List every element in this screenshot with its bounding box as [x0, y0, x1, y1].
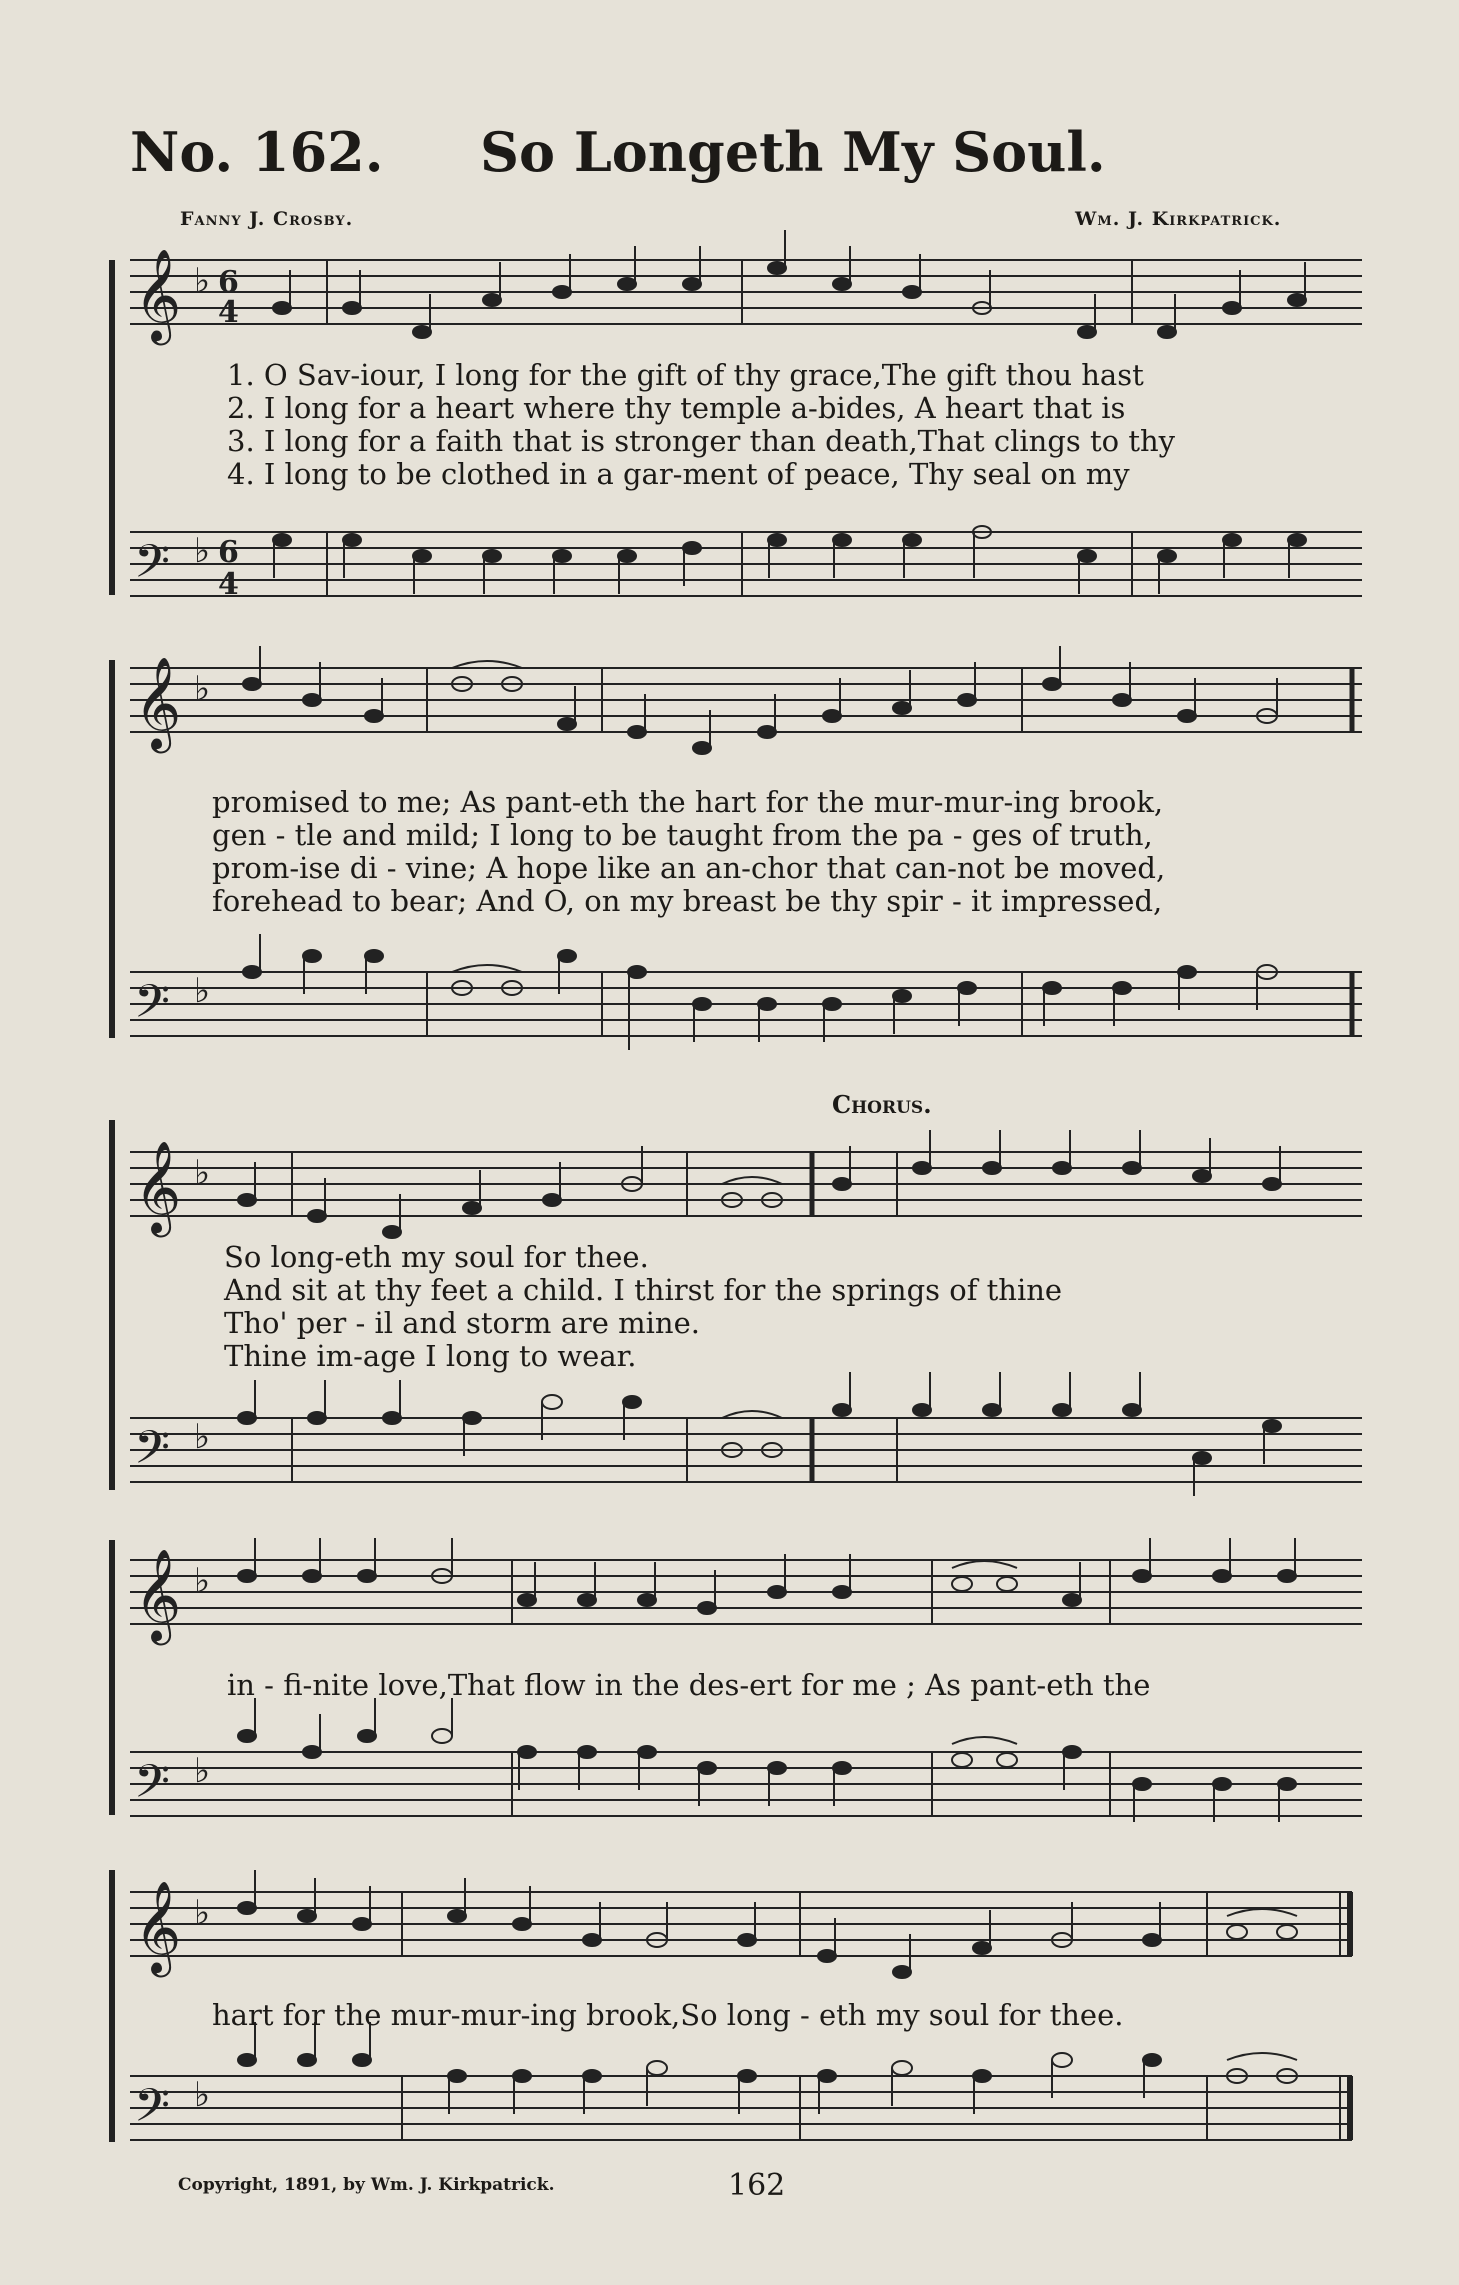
system-5 — [112, 1870, 1362, 2160]
chorus-lyric-line: hart for the mur-mur-ing brook,So long - eth my soul for thee. — [212, 1998, 1124, 2032]
composer-credit: Wm. J. Kirkpatrick. — [1075, 208, 1282, 230]
svg-text:𝄢: 𝄢 — [134, 535, 171, 600]
svg-text:𝄞: 𝄞 — [134, 1880, 182, 1973]
svg-text:6: 6 — [218, 265, 239, 300]
page-number: 162 — [728, 2168, 786, 2203]
svg-text:♭: ♭ — [194, 2075, 211, 2115]
chorus-label: Chorus. — [832, 1090, 932, 1119]
svg-text:𝄞: 𝄞 — [134, 656, 182, 749]
system-3 — [112, 1120, 1362, 1510]
svg-text:𝄢: 𝄢 — [134, 1421, 171, 1486]
svg-text:♭: ♭ — [194, 1153, 211, 1193]
verse-3-line: Tho' per - il and storm are mine. — [224, 1306, 700, 1340]
verse-2-line: And sit at thy feet a child. I thirst for the springs of thine — [224, 1273, 1063, 1307]
verse-1-line: 1. O Sav-iour, I long for the gift of thy grace,The gift thou hast — [227, 358, 1144, 392]
verse-3-line: 3. I long for a faith that is stronger than death,That clings to thy — [227, 424, 1176, 458]
svg-text:♭: ♭ — [194, 1893, 211, 1933]
svg-text:𝄢: 𝄢 — [134, 2079, 171, 2144]
svg-text:𝄞: 𝄞 — [134, 1548, 182, 1641]
svg-text:4: 4 — [218, 567, 239, 602]
copyright-notice: Copyright, 1891, by Wm. J. Kirkpatrick. — [178, 2175, 555, 2195]
svg-text:♭: ♭ — [194, 971, 211, 1011]
system-1 — [112, 240, 1362, 640]
hymn-title: So Longeth My Soul. — [480, 120, 1106, 184]
svg-text:6: 6 — [218, 535, 239, 570]
chorus-lyric-line: in - fi-nite love,That flow in the des-ert for me ; As pant-eth the — [227, 1668, 1151, 1702]
system-4 — [112, 1540, 1362, 1840]
svg-text:𝄞: 𝄞 — [134, 248, 182, 341]
svg-text:♭: ♭ — [194, 1561, 211, 1601]
hymn-number: No. 162. — [130, 120, 384, 184]
verse-1-line: promised to me; As pant-eth the hart for the mur-mur-ing brook, — [212, 785, 1164, 819]
verse-4-line: forehead to bear; And O, on my breast be thy spir - it impressed, — [212, 884, 1163, 918]
svg-text:♭: ♭ — [194, 531, 211, 571]
verse-4-line: Thine im-age I long to wear. — [224, 1339, 637, 1373]
svg-text:4: 4 — [218, 295, 239, 330]
verse-4-line: 4. I long to be clothed in a gar-ment of peace, Thy seal on my — [227, 457, 1130, 491]
svg-text:𝄞: 𝄞 — [134, 1140, 182, 1233]
svg-text:♭: ♭ — [194, 669, 211, 709]
verse-3-line: prom-ise di - vine; A hope like an an-chor that can-not be moved, — [212, 851, 1166, 885]
verse-1-line: So long-eth my soul for thee. — [224, 1240, 649, 1274]
verse-2-line: gen - tle and mild; I long to be taught from the pa - ges of truth, — [212, 818, 1153, 852]
svg-text:♭: ♭ — [194, 261, 211, 301]
svg-text:𝄢: 𝄢 — [134, 1755, 171, 1820]
svg-text:𝄢: 𝄢 — [134, 975, 171, 1040]
verse-2-line: 2. I long for a heart where thy temple a-bides, A heart that is — [227, 391, 1126, 425]
svg-text:♭: ♭ — [194, 1751, 211, 1791]
system-2 — [112, 656, 1362, 1060]
lyricist-credit: Fanny J. Crosby. — [180, 208, 354, 230]
svg-text:♭: ♭ — [194, 1417, 211, 1457]
